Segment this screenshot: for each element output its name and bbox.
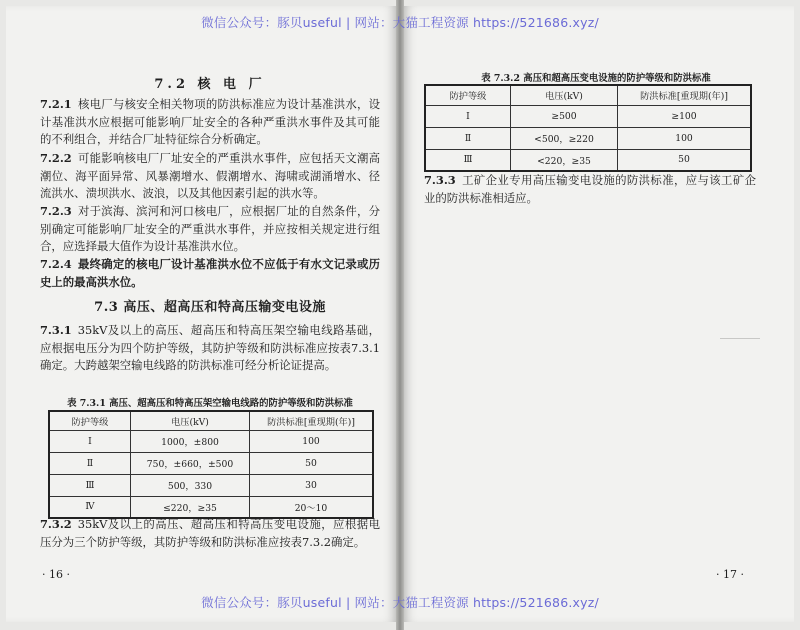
clause-number: 7.2.1 (40, 97, 72, 111)
clause-7-2-1 (40, 96, 380, 149)
table-row (49, 496, 373, 518)
clause-text: 对于滨海、滨河和河口核电厂，应根据厂址的自然条件，分别确定可能影响厂址安全的严重洪水事件，并应按相关规定进行组合，应选择最大值作为设计基准洪水位。 (40, 204, 380, 254)
clause-text: 35kV及以上的高压、超高压和特高压变电设施，应根据电压分为三个防护等级，其防护等级和防洪标准应按表7.3.2确定。 (40, 517, 380, 549)
table-row (49, 430, 373, 452)
table-7-3-1 (48, 410, 374, 519)
table-cell: 500，330 (131, 474, 250, 496)
clause-number: 7.3.1 (40, 323, 72, 337)
clause-number: 7.3.3 (424, 173, 456, 187)
table-cell: Ⅰ (49, 430, 131, 452)
table-row (425, 127, 751, 149)
clause-number: 7.2.3 (40, 204, 72, 218)
table-cell: 750，±660，±500 (131, 452, 250, 474)
header-cell: 防护等级 (425, 85, 511, 105)
table-cell: Ⅱ (49, 452, 131, 474)
book-gutter (396, 0, 404, 630)
table-cell: <220，≥35 (511, 149, 618, 171)
header-cell: 防洪标准[重现期(年)] (618, 85, 752, 105)
table-cell: Ⅳ (49, 496, 131, 518)
table-header-row (425, 85, 751, 105)
table-cell: ≤220，≥35 (131, 496, 250, 518)
clause-7-3-3 (424, 172, 756, 207)
section-7-3-title: 7.3 高压、超高压和特高压输变电设施 (94, 300, 326, 315)
table-cell: Ⅱ (425, 127, 511, 149)
clause-7-2-4 (40, 256, 380, 291)
table-7-3-2-caption: 表 7.3.2 高压和超高压变电设施的防护等级和防洪标准 (481, 73, 711, 84)
faint-mark (720, 338, 760, 339)
watermark-top: 微信公众号：豚贝useful | 网站：大猫工程资源 https://521686.xyz/ (201, 15, 599, 30)
header-cell: 电压(kV) (511, 85, 618, 105)
clause-text: 核电厂与核安全相关物项的防洪标准应为设计基准洪水，设计基准洪水应根据可能影响厂址安全的各种严重洪水事件及其可能的不利组合，并结合厂址特征综合分析确定。 (40, 97, 380, 147)
table-7-3-2 (424, 84, 752, 172)
page-number-right: · 17 · (716, 568, 744, 581)
table-cell: 100 (618, 127, 752, 149)
clause-7-3-1 (40, 322, 380, 375)
clause-number: 7.2.2 (40, 151, 72, 165)
header-cell: 电压(kV) (131, 411, 250, 430)
table-cell: Ⅰ (425, 105, 511, 127)
table-cell: Ⅲ (49, 474, 131, 496)
clause-7-2-3 (40, 203, 380, 256)
table-row (49, 452, 373, 474)
table-7-3-1-caption: 表 7.3.1 高压、超高压和特高压架空输电线路的防护等级和防洪标准 (67, 398, 353, 409)
table-cell: 1000，±800 (131, 430, 250, 452)
table-cell: 100 (250, 430, 374, 452)
clause-7-2-2 (40, 150, 380, 203)
page-number-left: · 16 · (42, 568, 70, 581)
clause-text: 工矿企业专用高压输变电设施的防洪标准，应与该工矿企业的防洪标准相适应。 (424, 173, 756, 205)
table-cell: 50 (618, 149, 752, 171)
clause-number: 7.2.4 (40, 257, 72, 271)
clause-number: 7.3.2 (40, 517, 72, 531)
table-row (49, 474, 373, 496)
watermark-bottom: 微信公众号：豚贝useful | 网站：大猫工程资源 https://521686.xyz/ (201, 595, 599, 610)
table-cell: Ⅲ (425, 149, 511, 171)
section-7-2-title: 7.2 核 电 厂 (154, 77, 266, 92)
clause-text: 可能影响核电厂厂址安全的严重洪水事件，应包括天文潮高潮位、海平面异常、风暴潮增水、假潮增水、海啸或湖涌增水、径流洪水、溃坝洪水、波浪，以及其他因素引起的洪水等。 (40, 151, 380, 201)
table-cell: <500，≥220 (511, 127, 618, 149)
table-row (425, 149, 751, 171)
clause-text: 35kV及以上的高压、超高压和特高压架空输电线路基础，应根据电压分为四个防护等级，其防护等级和防洪标准应按表7.3.1确定。大跨越架空输电线路的防洪标准可经分析论证提高。 (40, 323, 380, 373)
table-header-row (49, 411, 373, 430)
table-cell: ≥500 (511, 105, 618, 127)
clause-7-3-2 (40, 516, 380, 551)
clause-text: 最终确定的核电厂设计基准洪水位不应低于有水文记录或历史上的最高洪水位。 (40, 257, 380, 289)
table-cell: ≥100 (618, 105, 752, 127)
header-cell: 防洪标准[重现期(年)] (250, 411, 374, 430)
table-cell: 20～10 (250, 496, 374, 518)
header-cell: 防护等级 (49, 411, 131, 430)
table-cell: 30 (250, 474, 374, 496)
table-cell: 50 (250, 452, 374, 474)
table-row (425, 105, 751, 127)
